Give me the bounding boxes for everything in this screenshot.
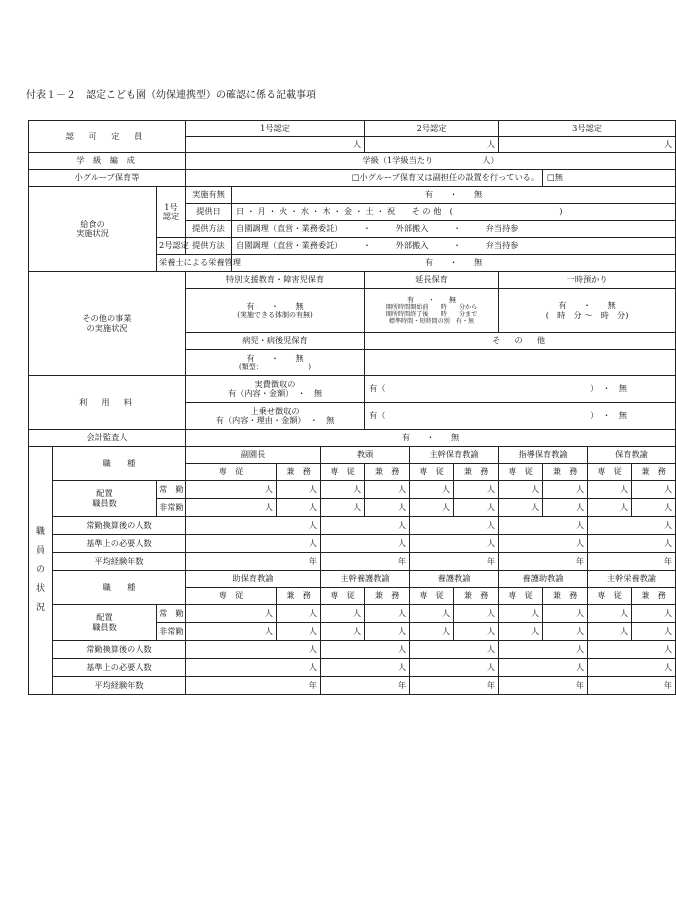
avg-experience-label: 平均経験年数 [53, 553, 186, 571]
dedicated-header: 専 従 [321, 464, 365, 481]
meals-type1: 1号 認定 [157, 187, 186, 238]
dedicated-header: 専 従 [588, 464, 632, 481]
parttime-dedicated-value: 人 [186, 499, 277, 517]
concurrent-header: 兼 務 [632, 464, 676, 481]
additional-fee [186, 403, 365, 430]
actual-cost-fee-value: 有（ ） ・ 無 [365, 376, 676, 403]
concurrent-header: 兼 務 [277, 588, 321, 605]
parttime-dedicated-value: 人 [588, 623, 632, 641]
job-type-label: 職 種 [53, 571, 186, 605]
other-header: そ の 他 [365, 333, 676, 350]
cell-line: (実施できる体制の有無) [237, 311, 313, 320]
placement-label: 配置 職員数 [53, 605, 157, 641]
parttime-dedicated-value: 人 [321, 623, 365, 641]
meals-type2: 2号認定 [157, 238, 186, 255]
dedicated-header: 専 従 [321, 588, 365, 605]
fulltime-dedicated-value: 人 [186, 605, 277, 623]
parttime-dedicated-value: 人 [410, 623, 454, 641]
fulltime-concurrent-value: 人 [365, 481, 410, 499]
capacity-label: 認 可 定 員 [29, 121, 186, 153]
concurrent-header: 兼 務 [454, 464, 499, 481]
staff-section-char: 職 [35, 527, 45, 538]
job-type-label: 職 種 [53, 447, 186, 481]
meals-days-value: 日 ・ 月 ・ 火 ・ 水 ・ 木 ・ 金 ・ 土 ・ 祝 そ の 他 ( ) [232, 204, 676, 221]
meals-method2-value: 自園調理（直営・業務委託） ・ 外部搬入 ・ 弁当持参 [232, 238, 676, 255]
concurrent-header: 兼 務 [454, 588, 499, 605]
required-value: 人 [410, 535, 499, 553]
avg-experience-value: 年 [321, 553, 410, 571]
sick-child-care-value [186, 350, 365, 376]
other-value [365, 350, 676, 376]
fte-label: 常勤換算後の人数 [53, 641, 186, 659]
sick-child-care-header: 病児・病後児保育 [186, 333, 365, 350]
parttime-dedicated-value: 人 [499, 499, 543, 517]
small-group-label: 小グループ保育等 [29, 170, 186, 187]
job-title-header: 保育教諭 [588, 447, 676, 464]
fees-label: 利 用 料 [29, 376, 186, 430]
parttime-concurrent-value: 人 [277, 499, 321, 517]
avg-experience-value: 年 [499, 553, 588, 571]
placement-label: 配置 職員数 [53, 481, 157, 517]
temporary-care-value [499, 289, 676, 333]
meals-method2-label: 提供方法 [186, 238, 232, 255]
parttime-concurrent-value: 人 [277, 623, 321, 641]
avg-experience-value: 年 [186, 553, 321, 571]
fte-value: 人 [410, 517, 499, 535]
cell-line: 開所時間開始前 時 分から [385, 303, 478, 311]
fulltime-dedicated-value: 人 [588, 605, 632, 623]
fte-value: 人 [410, 641, 499, 659]
dedicated-header: 専 従 [410, 588, 454, 605]
audit-label: 会計監査人 [29, 430, 186, 447]
job-title-header: 主幹栄養教諭 [588, 571, 676, 588]
meals-days-label: 提供日 [186, 204, 232, 221]
fulltime-dedicated-value: 人 [588, 481, 632, 499]
concurrent-header: 兼 務 [632, 588, 676, 605]
class-value: 学級（1学級当たり 人） [186, 153, 676, 170]
parttime-dedicated-value: 人 [321, 499, 365, 517]
job-title-header: 主幹保育教諭 [410, 447, 499, 464]
required-value: 人 [186, 659, 321, 677]
nutrition-label: 栄養士による栄養管理 [157, 255, 232, 272]
nutrition-value: 有 ・ 無 [232, 255, 676, 272]
parttime-concurrent-value: 人 [365, 499, 410, 517]
fulltime-concurrent-value: 人 [277, 605, 321, 623]
concurrent-header: 兼 務 [543, 588, 588, 605]
fulltime-dedicated-value: 人 [186, 481, 277, 499]
fte-value: 人 [499, 517, 588, 535]
parttime-concurrent-value: 人 [543, 499, 588, 517]
fte-value: 人 [588, 641, 676, 659]
parttime-dedicated-value: 人 [186, 623, 277, 641]
parttime-dedicated-value: 人 [588, 499, 632, 517]
parttime-concurrent-value: 人 [632, 623, 676, 641]
fulltime-dedicated-value: 人 [499, 605, 543, 623]
job-title-header: 教頭 [321, 447, 410, 464]
fte-value: 人 [186, 517, 321, 535]
job-title-header: 主幹養護教諭 [321, 571, 410, 588]
fte-label: 常勤換算後の人数 [53, 517, 186, 535]
avg-experience-value: 年 [321, 677, 410, 695]
small-group-none: □無 [543, 170, 676, 187]
dedicated-header: 専 従 [186, 588, 277, 605]
cell-line: 有 ・ 無 [407, 295, 457, 304]
staff-section-char: 員 [35, 546, 45, 557]
fulltime-dedicated-value: 人 [499, 481, 543, 499]
required-label: 基準上の必要人数 [53, 535, 186, 553]
fulltime-concurrent-value: 人 [365, 605, 410, 623]
staff-section-char: 状 [35, 583, 45, 594]
cell-line: 開所時間終了後 時 分まで [385, 310, 478, 318]
cell-line: 上乗せ徴収の [250, 405, 300, 416]
fte-value: 人 [321, 517, 410, 535]
required-value: 人 [499, 659, 588, 677]
capacity-2go-value: 人 [365, 137, 499, 153]
registration-form-table [28, 120, 676, 695]
fulltime-concurrent-value: 人 [543, 605, 588, 623]
cell-line: 有 ・ 無 [558, 300, 616, 311]
actual-cost-fee [186, 376, 365, 403]
parttime-label: 非常勤 [157, 499, 186, 517]
dedicated-header: 専 従 [410, 464, 454, 481]
temporary-care-header: 一時預かり [499, 272, 676, 289]
dedicated-header: 専 従 [499, 588, 543, 605]
capacity-3go-header: 3号認定 [499, 121, 676, 137]
meals-implement-value: 有 ・ 無 [232, 187, 676, 204]
fulltime-dedicated-value: 人 [410, 605, 454, 623]
parttime-concurrent-value: 人 [365, 623, 410, 641]
required-value: 人 [499, 535, 588, 553]
capacity-1go-header: 1号認定 [186, 121, 365, 137]
parttime-dedicated-value: 人 [499, 623, 543, 641]
cell-line: 有 ・ 無 [246, 300, 304, 311]
staff-section-char: 況 [35, 602, 45, 613]
avg-experience-value: 年 [499, 677, 588, 695]
staff-section-char: の [35, 565, 45, 576]
fte-value: 人 [588, 517, 676, 535]
class-label: 学 級 編 成 [29, 153, 186, 170]
avg-experience-value: 年 [410, 677, 499, 695]
fulltime-label: 常 勤 [157, 481, 186, 499]
cell-line: 標準時間・短時間の別 有・無 [388, 318, 475, 326]
other-services-label: その他の事業 の実施状況 [29, 272, 186, 376]
job-title-header: 副園長 [186, 447, 321, 464]
fulltime-dedicated-value: 人 [321, 605, 365, 623]
job-title-header: 指導保育教諭 [499, 447, 588, 464]
concurrent-header: 兼 務 [365, 464, 410, 481]
parttime-concurrent-value: 人 [454, 499, 499, 517]
fulltime-concurrent-value: 人 [632, 605, 676, 623]
meals-method-value: 自園調理（直営・業務委託） ・ 外部搬入 ・ 弁当持参 [232, 221, 676, 238]
meals-method-label: 提供方法 [186, 221, 232, 238]
parttime-concurrent-value: 人 [632, 499, 676, 517]
avg-experience-value: 年 [410, 553, 499, 571]
fte-value: 人 [499, 641, 588, 659]
concurrent-header: 兼 務 [543, 464, 588, 481]
staff-section-label [29, 447, 53, 695]
additional-fee-value: 有（ ） ・ 無 [365, 403, 676, 430]
capacity-1go-value: 人 [186, 137, 365, 153]
audit-value: 有 ・ 無 [186, 430, 676, 447]
fte-value: 人 [321, 641, 410, 659]
fulltime-dedicated-value: 人 [410, 481, 454, 499]
document-caption: 付表１－２ 認定こども園（幼保連携型）の確認に係る記載事項 [26, 90, 316, 101]
parttime-label: 非常勤 [157, 623, 186, 641]
required-value: 人 [186, 535, 321, 553]
job-title-header: 養護助教諭 [499, 571, 588, 588]
special-support-header: 特別支援教育・障害児保育 [186, 272, 365, 289]
dedicated-header: 専 従 [186, 464, 277, 481]
cell-line: (類型： ) [239, 363, 311, 372]
required-label: 基準上の必要人数 [53, 659, 186, 677]
cell-line: ( 時 分 ～ 時 分) [545, 309, 629, 320]
cell-line: 有（内容・理由・金額） ・ 無 [215, 415, 335, 425]
fulltime-concurrent-value: 人 [543, 481, 588, 499]
parttime-concurrent-value: 人 [543, 623, 588, 641]
cell-line: 実費徴収の [254, 378, 296, 389]
required-value: 人 [321, 535, 410, 553]
fulltime-concurrent-value: 人 [632, 481, 676, 499]
extended-care-header: 延長保育 [365, 272, 499, 289]
parttime-dedicated-value: 人 [410, 499, 454, 517]
required-value: 人 [588, 659, 676, 677]
required-value: 人 [410, 659, 499, 677]
avg-experience-label: 平均経験年数 [53, 677, 186, 695]
job-title-header: 養護教諭 [410, 571, 499, 588]
cell-line: 有（内容・金額） ・ 無 [227, 388, 323, 398]
cell-line: 有 ・ 無 [246, 352, 304, 363]
parttime-concurrent-value: 人 [454, 623, 499, 641]
avg-experience-value: 年 [588, 677, 676, 695]
capacity-2go-header: 2号認定 [365, 121, 499, 137]
fulltime-concurrent-value: 人 [454, 605, 499, 623]
meals-implement-label: 実施有無 [186, 187, 232, 204]
concurrent-header: 兼 務 [277, 464, 321, 481]
avg-experience-value: 年 [588, 553, 676, 571]
extended-care-value [365, 289, 499, 333]
fulltime-concurrent-value: 人 [454, 481, 499, 499]
required-value: 人 [588, 535, 676, 553]
required-value: 人 [321, 659, 410, 677]
fulltime-label: 常 勤 [157, 605, 186, 623]
meals-label: 給食の 実施状況 [29, 187, 157, 272]
concurrent-header: 兼 務 [365, 588, 410, 605]
job-title-header: 助保育教諭 [186, 571, 321, 588]
dedicated-header: 専 従 [588, 588, 632, 605]
special-support-value [186, 289, 365, 333]
small-group-option: □小グループ保育又は副担任の設置を行っている。 [186, 170, 543, 187]
avg-experience-value: 年 [186, 677, 321, 695]
fte-value: 人 [186, 641, 321, 659]
capacity-3go-value: 人 [499, 137, 676, 153]
fulltime-concurrent-value: 人 [277, 481, 321, 499]
dedicated-header: 専 従 [499, 464, 543, 481]
fulltime-dedicated-value: 人 [321, 481, 365, 499]
